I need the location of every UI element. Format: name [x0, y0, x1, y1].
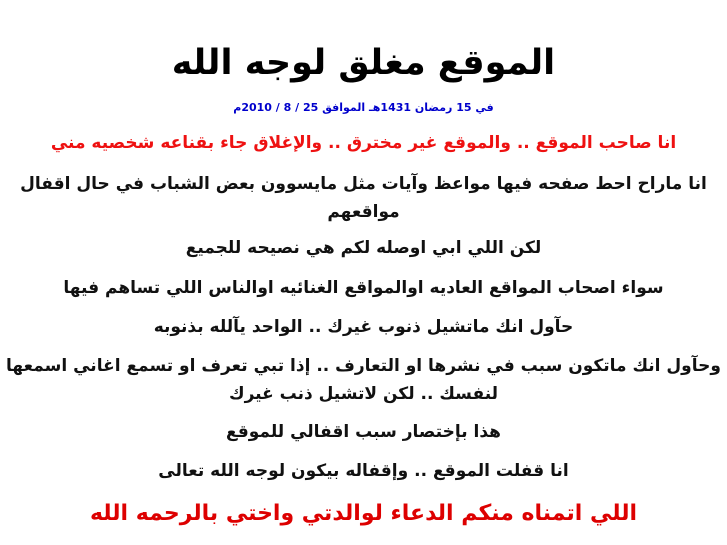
owner-statement: انا صاحب الموقع .. والموقع غير مخترق .. والإغلاق جاء بقناعه شخصيه مني — [50, 133, 677, 153]
notice-paragraph-1: انا ماراح احط صفحه فيها مواعظ وآيات مثل مايسوون بعض الشباب في حال اقفال مواقعهم — [20, 174, 707, 222]
closing-prayer-request: اللي اتمناه منكم الدعاء لوالدتي واختي بالرحمه الله — [89, 501, 638, 526]
notice-paragraph-6: هذا بإختصار سبب اقفالي للموقع — [226, 422, 501, 442]
notice-paragraph-2: لكن اللي ابي اوصله لكم هي نصيحه للجميع — [185, 238, 542, 258]
notice-date: في 15 رمضان 1431هـ الموافق 25 / 8 / 2010م — [233, 101, 494, 114]
notice-paragraph-3: سواء اصحاب المواقع العاديه اوالمواقع الغنائيه اوالناس اللي تساهم فيها — [63, 278, 664, 298]
page-title: الموقع مغلق لوجه الله — [171, 43, 556, 83]
notice-paragraph-4: حآول انك ماتشيل ذنوب غيرك .. الواحد يآلله بذنوبه — [153, 317, 574, 337]
notice-paragraph-5: وحآول انك ماتكون سبب في نشرها او التعارف .. إذا تبي تعرف او تسمع اغاني اسمعها لنفسك .. لكن لاتشيل ذنب غيرك — [6, 356, 721, 404]
notice-paragraph-7: انا قفلت الموقع .. وإقفاله بيكون لوجه الله تعالى — [158, 461, 569, 481]
